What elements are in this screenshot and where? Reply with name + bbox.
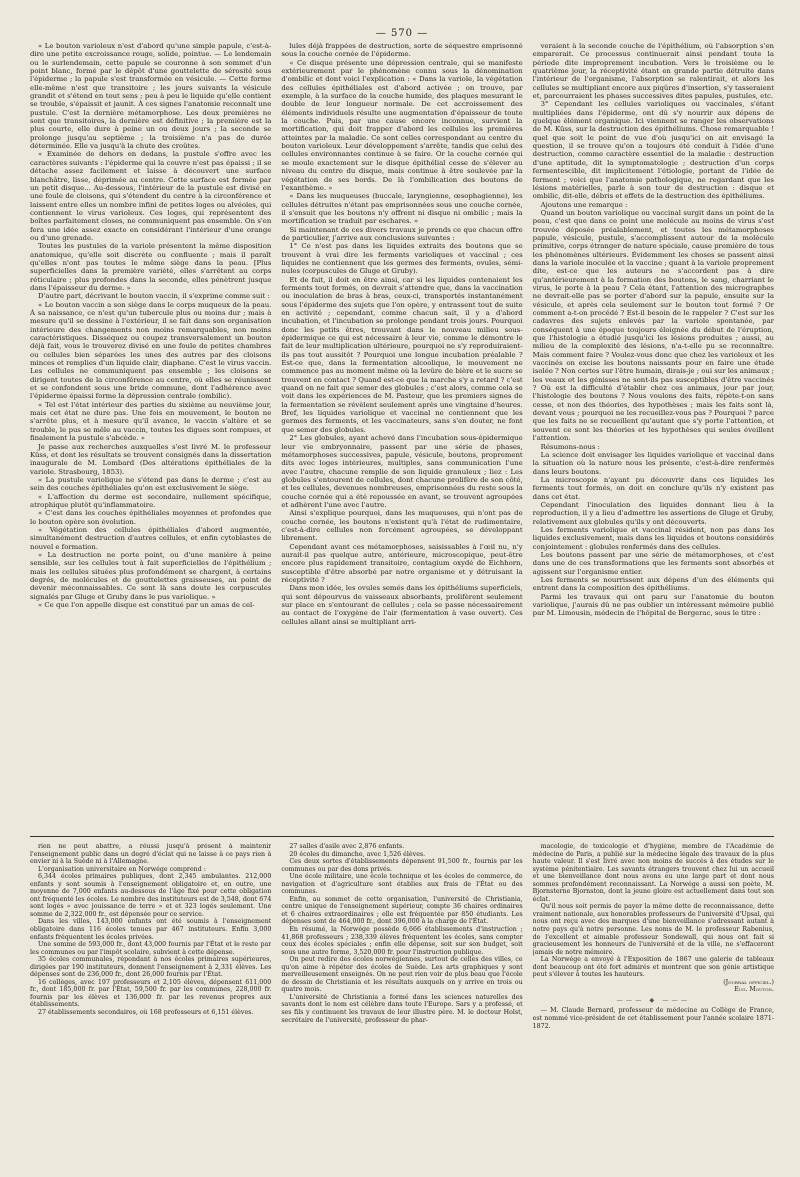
paragraph: macologie, de toxicologie et d'hygiène, membre de l'Académie de médecine de Paris, a publié sur la médecine légale des travaux de la plus haute valeur. Il s'est livré avec non moins de succès à des études sur le système pénitentiaire. Les savants étrangers trouvent chez lui un accueil et une bienveillance dont nous avons eu une large part et dont nous sommes profondément reconnaissant. La Norwége a aussi son poète, M. Bjornsterne Bjornston, dont la jeune gloire est actuellement dans tout son éclat.: [532, 843, 774, 903]
paragraph: Ajoutons une remarque :: [540, 200, 628, 209]
paragraph: Une école militaire, une école technique et les écoles de commerce, de navigation et d'agriculture sont établies aux frais de l'État ou des communes.: [281, 873, 523, 896]
bottom-column-2: [281, 843, 522, 1155]
paragraph: Toutes les pustules de la variole présentent la même disposition anatomique, qu'elle soit discrète ou confluente ; mais il paraît qu'elles n'ont pas toutes le même siège dans la peau. [Plus superficielles dans la première variété, elles s'arrêtent au corps réticulaire ; plus profondes dans la seconde, elles pénètrent jusque dans l'épaisseur du derme. »: [30, 242, 272, 292]
paragraph: « Végétation des cellules épithéliales d'abord augmentée, simultanément destruction d'autres cellules, et enfin cytoblastes de nouvel e formation.: [30, 525, 272, 551]
paragraph: Dans les villes, 143,000 enfants ont été soumis à l'enseignement obligatoire dans 116 écoles tenues par 467 instituteurs. Enfin 3,000 enfants fréquentent les écoles privées.: [30, 918, 272, 941]
paragraph: Les boutons passent par une série de métamorphoses, et c'est dans une de ces transformations que les ferments sont absorbés et agissent sur l'organisme entier.: [532, 550, 774, 576]
paragraph: Une somme de 593,000 fr., dont 43,000 fournis par l'État et le reste par les communes ou par l'impôt scolaire, subvient à cette dépense.: [30, 941, 272, 956]
paragraph: L'organisation universitaire en Norwége comprend :: [38, 865, 206, 873]
paragraph: « La pustule variolique ne s'étend pas dans le derme ; c'est au sein des couches épithéliales qu'on est exclusivement le siège.: [30, 475, 272, 493]
ornament-separator: ——— ◆ ———: [616, 996, 691, 1004]
paragraph: 6,344 écoles primaires publiques, dont 2,345 ambulantes. 212,000 enfants y sont soumis à l'enseignement obligatoire et, en outre, une moyenne de 7,000 enfants au-dessous de l'âge fixé pour cette obligation ont fréquenté les écoles. Le nombre des instituteurs est de 3,548, dont 674 sont logés « avec jouissance de terre » et et 323 logés seulement. Une somme de 2,322,000 fr., est dépensée pour ce service.: [30, 873, 272, 918]
paragraph: La science doit envisager les liquides variolique et vaccinal dans la situation où la nature nous les présente, c'est-à-dire renfermés dans leurs boutons.: [532, 450, 774, 476]
top-column-2: [281, 42, 522, 830]
paragraph: Enfin, au sommet de cette organisation, l'université de Christiania, centre unique de l'enseignement supérieur, compte 36 chaires ordinaires et 6 chaires extraordinaires ; elle est fréquentée par 850 étudiants. Les dépenses sont de 464,000 fr., dont 396,000 à la charge de l'État.: [281, 895, 523, 926]
paragraph: — M. Claude Bernard, professeur de médecine au Collège de France, est nommé vice-président de cet établissement pour l'année scolaire 1871-1872.: [532, 1007, 774, 1030]
paragraph: Résumons-nous :: [540, 442, 600, 451]
section-divider: [30, 836, 774, 837]
paragraph: Si maintenant de ces divers travaux je prends ce que chacun offre de particulier, j'arrive aux conclusions suivantes :: [281, 225, 523, 242]
paragraph: Quand un bouton variolique ou vaccinal surgit dans un point de la peau, c'est que dans ce point une molécule au moins de virus s'est trouvée déposée préalablement, et toutes les métamorphoses papule, vésicule, pustule, s'accomplissent autour de la molécule primitive, corps étranger de nature spéciale, cause première de tous les phénomènes ultérieurs. Évidemment les choses se passent ainsi dans la variole inoculée et la vaccine ; quant à la variole proprement dite, est-ce que les auteurs ne s'accordent pas à dire qu'antérieurement à la formation des boutons, le sang, charriant le virus, le porte à la peau ? Cela étant, l'attention des micrographes ne devrait-elle pas se porter d'abord sur la papule, ensuite sur la vésicule, et après cela seulement sur le bouton tout formé ? Or comment a-t-on procédé ? Est-il besoin de le rappeler ? C'est sur les cadavres des sujets enlevés par la variole spontanée, par conséquent à une époque toujours éloignée du début de l'éruption, que l'histologie a étudié jusqu'ici les lésions produites ; aussi, au milieu de la complexité des lésions, n'a-t-elle pu se reconnaître. Mais comment faire ? Voulez-vous donc que chez les varioleux et les vaccinés on excise les boutons naissants pour en faire une étude isolée ? Non certes sur l'être humain, dirais-je ; oui sur les animaux ; les veaux et les génisses ne sont-ils pas susceptibles d'être vaccinés ? Où est la difficulté d'établir chez ces animaux, jour par jour, l'histologie des boutons ? Nous voulons des faits, répète-t-on sans cesse, et non des théories, des hypothèses ; mais les faits sont là, devant vous ; pourquoi ne les recueillez-vous pas ? Pourquoi ? parce que les faits ne se recueillent qu'autant que s'y porte l'attention, et souvent ce sont les théories et les hypothèses qui seules éveillent l'attention.: [532, 208, 774, 443]
paragraph: Les ferments variolique et vaccinal résident, non pas dans les liquides exclusivement, mais dans les liquides et boutons considérés conjointement : globules renfermés dans des cellules.: [532, 525, 774, 551]
paragraph: lules déjà frappées de destruction, sorte de séquestre emprisonné sous la couche cornée de l'épiderme.: [281, 42, 523, 59]
paragraph: 20 écoles du dimanche, avec 1,526 élèves.: [289, 850, 426, 858]
paragraph: « Tel est l'état intérieur des parties du sixième au neuvième jour, mais cet état ne dure pas. Une fois en mouvement, le bouton ne s'arrête plus, et à mesure qu'il avance, le vaccin s'altère et se trouble, le pus se mêle au vaccin, toutes les digues sont rompues, et finalement la pustule s'abcède. »: [30, 400, 272, 443]
paragraph: Cependant l'inoculation des liquides donnant lieu à la reproduction, il y a lieu d'admettre les assertions de Gluge et Gruby, relativement aux globules qu'ils y ont découverts.: [532, 500, 774, 526]
paragraph: « L'affection du derme est secondaire, nullement spécifique, atrophique plutôt qu'inflammatoire.: [30, 492, 272, 509]
paragraph: « Le bouton vaccin a son siège dans le corps muqueux de la peau. À sa naissance, ce n'est qu'un tubercule plus ou moins dur ; mais à mesure qu'il se dessine à l'extérieur, il se fait dans son organisation intérieure des changements non moins remarquables, non moins caractéristiques. Disséquez ou coupez transversalement un bouton déjà fait, vous le trouverez divisé en une foule de petites chambres ou cellules bien séparées les unes des autres par des cloisons minces et remplies d'un liquide clair, diaphane. C'est le virus vaccin. Les cellules ne communiquent pas ensemble ; les cloisons se dirigent toutes de la circonférence au centre, où elles se réunissent et se confondent sous une bride commune, dont l'adhérence avec l'épiderme épaissi forme la dépression centrale (ombilic).: [30, 300, 272, 401]
bottom-column-1: [30, 843, 271, 1155]
bottom-column-3: [533, 843, 774, 1155]
paragraph: Ainsi s'explique pourquoi, dans les muqueuses, qui n'ont pas de couche cornée, les boutons n'existent qu'à l'état de rudimentaire, c'est-à-dire cellules non forcément agroupées, se développant librement.: [281, 509, 523, 543]
paragraph: Dans mon idée, les ovules semés dans les épithéliums superficiels, qui sont dépourvus de vaisseaux absorbants, prolifèrent seulement sur place en s'entourant de cellules ; cela se passe nécessairement au contact de l'oxygène de l'air (fermentation à vase ouvert). Ces cellules allant ainsi se multipliant arri-: [281, 584, 523, 626]
paragraph: « Examinée de dehors en dedans, la pustule s'offre avec les caractères suivants : l'épiderme qui la couvre n'est pas épaissi ; il se détache assez facilement et laisse à découvert une surface blanchâtre, lisse, déprimée au centre. Cette surface est formée par un petit disque... Au-dessous, l'intérieur de la pustule est divisé en une foule de cloisons, qui s'étendent du centre à la circonférence et laissent entre elles un nombre infini de petites loges ou alvéoles, qui contiennent le virus varioleux. Ces loges, qui représentent des boîtes parfaitement closes, ne communiquent pas ensemble. On s'en fera une idée assez exacte en considérant l'intérieur d'une orange ou d'une grenade.: [30, 150, 272, 242]
paragraph: La microscopie n'ayant pu découvrir dans ces liquides les ferments tout formés, on doit en conclure qu'ils n'y existent pas dans cet état.: [532, 475, 774, 501]
paragraph: Je passe aux recherches auxquelles s'est livré M. le professeur Küss, et dont les résultats se trouvent consignés dans la dissertation inaugurale de M. Lombard (Des altérations épithéliales de la variole. Strasbourg, 1853).: [30, 442, 272, 476]
paragraph: Cependant avant ces métamorphoses, saisissables à l'œil nu, n'y aurait-il pas quelque autre, antérieure, microscopique, peut-être encore plus rapidement transitoire, contagium oxydé de Eichhorn, susceptible d'être absorbé par notre organisme et y détruisant la réceptivité ?: [281, 542, 523, 584]
page-number: — 570 —: [375, 28, 429, 39]
paragraph: L'université de Christiania a formé dans les sciences naturelles des savants dont le nom est célèbre dans toute l'Europe. Sars y a professé, et ses fils y continuent les travaux de leur illustre père. M. le docteur Holst, secrétaire de l'université, professeur de phar-: [281, 993, 523, 1024]
paragraph: veraient à la seconde couche de l'épithélium, où l'absorption s'en emparerait. Ce processus continuerait ainsi pendant toute la période dite improprement incubation. Vers le troisième ou le quatrième jour, la réceptivité étant en grande partie détruite dans l'intérieur de l'organisme, l'absorption se ralentirait, et alors les cellules se multipliant encore aux piqûres d'insertion, s'y tasseraient et, parcourraient les phases successives dites papules, pustules, etc.: [532, 42, 774, 101]
paragraph: Les ferments se nourrissent aux dépens d'un des éléments qui entrent dans la composition des épithéliums.: [532, 576, 774, 593]
paragraph: Ces deux sortes d'établissements dépensent 91,500 fr., fournis par les communes ou par des dons privés.: [281, 858, 523, 873]
paragraph: En résumé, la Norwége possède 6,666 établissements d'instruction ; 41,868 professeurs ; 238,339 élèves fréquentent les écoles, sans compter ceux des écoles spéciales ; enfin elle dépense, soit sur son budget, soit sous une autre forme, 3,520,000 fr. pour l'instruction publique.: [281, 926, 523, 956]
paragraph: Qu'il nous soit permis de payer la même dette de reconnaissance, dette vraiment nationale, aux honorables professeurs de l'université d'Upsal, qui nous ont reçu avec des marques d'une bienveillance s'adressant autant à notre pays qu'à notre personne. Les noms de M. le professeur Rabenius, de l'excellent et aimable professeur Sondewall, qui nous ont fait si gracieusement les honneurs de l'université et de la ville, ne s'effaceront jamais de notre mémoire.: [532, 903, 774, 956]
top-column-3: [533, 42, 774, 830]
paragraph: On peut redire des écoles norwégiennes, surtout de celles des villes, ce qu'on aime à répéter des écoles de Suède. Les arts graphiques y sont merveilleusement enseignés. On ne peut rien voir de plus beau que l'école de dessin de Christiania et les résultats auxquels on y arrive en trois ou quatre mois.: [281, 956, 523, 994]
paragraph: D'autre part, décrivant le bouton vaccin, il s'exprime comme suit :: [38, 292, 270, 301]
paragraph: « La destruction ne porte point, ou d'une manière à peine sensible, sur les cellules tout à fait superficielles de l'épithélium ; mais les cellules situées plus profondément se chargent, à certains degrés, de molécules et de gouttelettes graisseuses, au point de devenir méconnaissables. Ce sont là sans doute les corpuscules signalés par Gluge et Gruby dans le pus variolique. »: [30, 550, 272, 601]
paragraph: 27 établissements secondaires, où 168 professeurs et 6,151 élèves.: [38, 1009, 254, 1017]
article-bottom: [30, 843, 774, 1155]
paragraph: « Dans les muqueuses (buccale, laryngienne, œsophagienne), les cellules détruites n'étant pas emprisonnées sous une couche cornée, il s'ensuit que les boutons n'y offrent ni disque ni ombilic ; mais la mortification se traduit par eschares. »: [281, 192, 523, 226]
paragraph: La Norwége a envoyé à l'Exposition de 1867 une galerie de tableaux dont beaucoup ont été fort admirés et montrent que son génie artistique peut s'élever à toutes les hauteurs.: [532, 956, 774, 979]
paragraph: 27 salles d'asile avec 2,876 enfants.: [289, 843, 405, 850]
signature-source: (Journal officiel.): [723, 978, 774, 986]
top-column-1: [30, 42, 271, 830]
paragraph: « Le bouton varioleux n'est d'abord qu'une simple papule, c'est-à-dire une petite excroissance rouge, solide, pointue. — Le lendemain ou le surlendemain, cette papule se couronne à son sommet d'un point blanc, formé par le dépôt d'une gouttelette de sérosité sous l'épiderme ; la papule s'est transformée en vésicule. — Cette forme elle-même n'est que transitoire ; les jours suivants la vésicule grandit et s'étend en tout sens ; peu à peu le liquide qu'elle contient se trouble, s'épaissit et jaunit. À ces signes l'anatomie reconnaît une pustule. C'est la dernière métamorphose. Les deux premières ne sont que transitoires, la dernière est définitive ; la première est la plus courte, elle dure à peine un ou deux jours ; la seconde se prolonge jusqu'au septième ; la troisième n'a pas de durée déterminée. Elle va jusqu'à la chute des croûtes.: [30, 42, 272, 151]
paragraph: Et de fait, il doit en être ainsi, car si les liquides contenaient les ferments tout formés, on devrait s'attendre que, dans la vaccination ou inoculation de bras à bras, ceux-ci, transportés instantanément sous l'épiderme des sujets que l'on opère, y entrassent tout de suite en activité ; cependant, comme chacun sait, il y a d'abord incubation, et l'incubation se prolonge pendant trois jours. Pourquoi donc les petits êtres, trouvant dans le nouveau milieu sous-épidermique ce qui est nécessaire à leur vie, comme le démontre le fait de leur multiplication ultérieure, pourquoi ne s'y reproduiraient-ils pas tout aussitôt ? Pourquoi une longue incubation préalable ? Est-ce que, dans la fermentation alcoolique, le mouvement ne commence pas au moment même où la levûre de bière et le sucre se trouvent en contact ? Quand est-ce que la marche s'y a retard ? c'est quand on ne fait que semer des globules ; c'est alors, comme cela se voit dans les expériences de M. Pasteur, que les premiers signes de la fermentation se révèlent seulement après une vingtaine d'heures. Bref, les liquides variolique et vaccinal ne contiennent que les germes des ferments, et les vaccinateurs, sans s'en douter, ne font que semer des globules.: [281, 275, 523, 434]
paragraph: 1° Ce n'est pas dans les liquides extraits des boutons que se trouvent à vrai dire les ferments varioliques et vaccinal ; ces liquides ne contiennent que les germes des ferments, ovules, sémi-nules (corpuscules de Gluge et Gruby).: [281, 242, 523, 276]
article-top: [30, 42, 774, 830]
paragraph: rien ne peut abattre, a réussi jusqu'à présent à maintenir l'enseignement public dans un degré d'éclat qui ne laisse à ce pays rien à envier ni à la Suède ni à l'Allemagne.: [30, 843, 272, 866]
paragraph: 3° Cependant les cellules varioliques ou vaccinales, s'étant multipliées dans l'épiderme, ont dû s'y nourrir aux dépens de quelque élément organique. Ici viennent se ranger les observations de M. Küss, sur la destruction des épithéliums. Chose remarquable ! quel que soit le point de vue d'où jusqu'ici on ait envisagé la question, il se trouve qu'on a toujours été conduit à l'idée d'une destruction, comme caractère essentiel de la maladie : destruction d'une aptitude, dit la symptomatologie ; destruction d'un corps fermentescible, dit implicitement l'étiologie, portant de l'idée de ferment ; voici que l'anatomie pathologique, ne regardant que les lésions matérielles, parle à son tour de destruction : disque et ombilic, dit-elle, débris et effets de la destruction des épithéliums.: [532, 100, 774, 201]
paragraph: « C'est dans les couches épithéliales moyennes et profondes que le bouton opère son évolution.: [30, 509, 272, 526]
paragraph: 16 collèges, avec 197 professeurs et 2,105 élèves, dépensent 611,000 fr., dont 185,000 fr. par l'État, 59,500 fr. par les communes, 228,000 fr. fournis par les élèves et 136,000 fr. par les revenus propres aux établissements.: [30, 978, 272, 1009]
signature-author: Eug. Mouton.: [734, 986, 774, 994]
paragraph: Parmi les travaux qui ont paru sur l'anatomie du bouton variolique, j'aurais dû ne pas oublier un intéressant mémoire publié par M. Limousin, médecin de l'hôpital de Bergerac, sous le titre :: [532, 592, 774, 618]
paragraph: 35 écoles communales, répondant à nos écoles primaires supérieures, dirigées par 190 instituteurs, donnent l'enseignement à 2,331 élèves. Les dépenses sont de 236,000 fr., dont 26,000 fournis par l'État.: [30, 956, 272, 979]
paragraph: « Ce que l'on appelle disque est constitué par un amas de cel-: [38, 601, 255, 610]
paragraph: « Ce disque présente une dépression centrale, qui se manifeste extérieurement par le phénomène connu sous la dénomination d'ombilic et dont voici l'explication : « Dans la variole, la végétation des cellules épithéliales est d'abord activée ; on trouve, par exemple, à la surface de la couche humide, des plaques mesurant le double de leur longueur normale. De cet accroissement des éléments individuels résulte une augmentation d'épaisseur de toute la couche. Puis, par une cause encore inconnue, survient la mortification, qui doit frapper d'abord les cellules les premières atteintes par la maladie. Ce sont celles correspondant au centre du bouton varioleux. Leur développement s'arrête, tandis que celui des cellules environnantes continue à se faire. Or la couche cornée qui se moule exactement sur le disque épithélial cesse de s'élever au niveau du centre du disque, mais continue à être soulevée par la végétation de ses bords. De là l'ombilication des boutons de l'exanthème. »: [281, 58, 523, 192]
paragraph: 2° Les globules, ayant achevé dans l'incubation sous-épidermique leur vie embryonnaire, passent par une série de phases, métamorphoses successives, papule, vésicule, boutons, proprement dits avec loges intérieures, multiples, sans communication l'une avec l'autre, chacune remplie de son liquide granuleux ; liez : Les globules s'entourent de cellules, dont chacune prolifère de son côté, et les cellules, devenues nombreuses, emprisonnées du reste sous la couche cornée qui a été repoussée en avant, se trouvent agroupées et adhèrent l'une avec l'autre.: [281, 434, 523, 509]
